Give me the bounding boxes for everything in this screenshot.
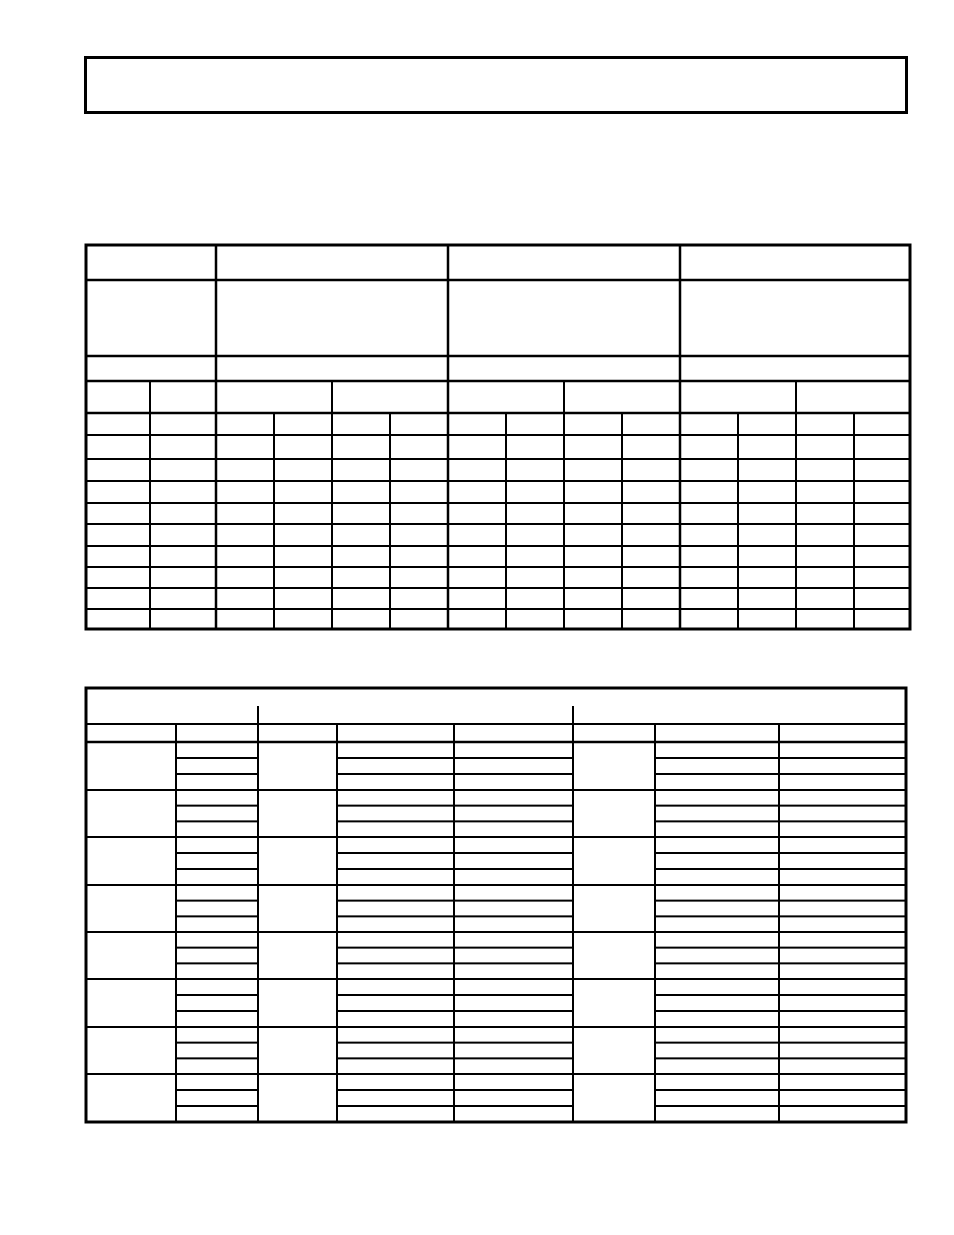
table-b-border	[86, 688, 906, 1122]
table-a-border	[86, 245, 910, 629]
